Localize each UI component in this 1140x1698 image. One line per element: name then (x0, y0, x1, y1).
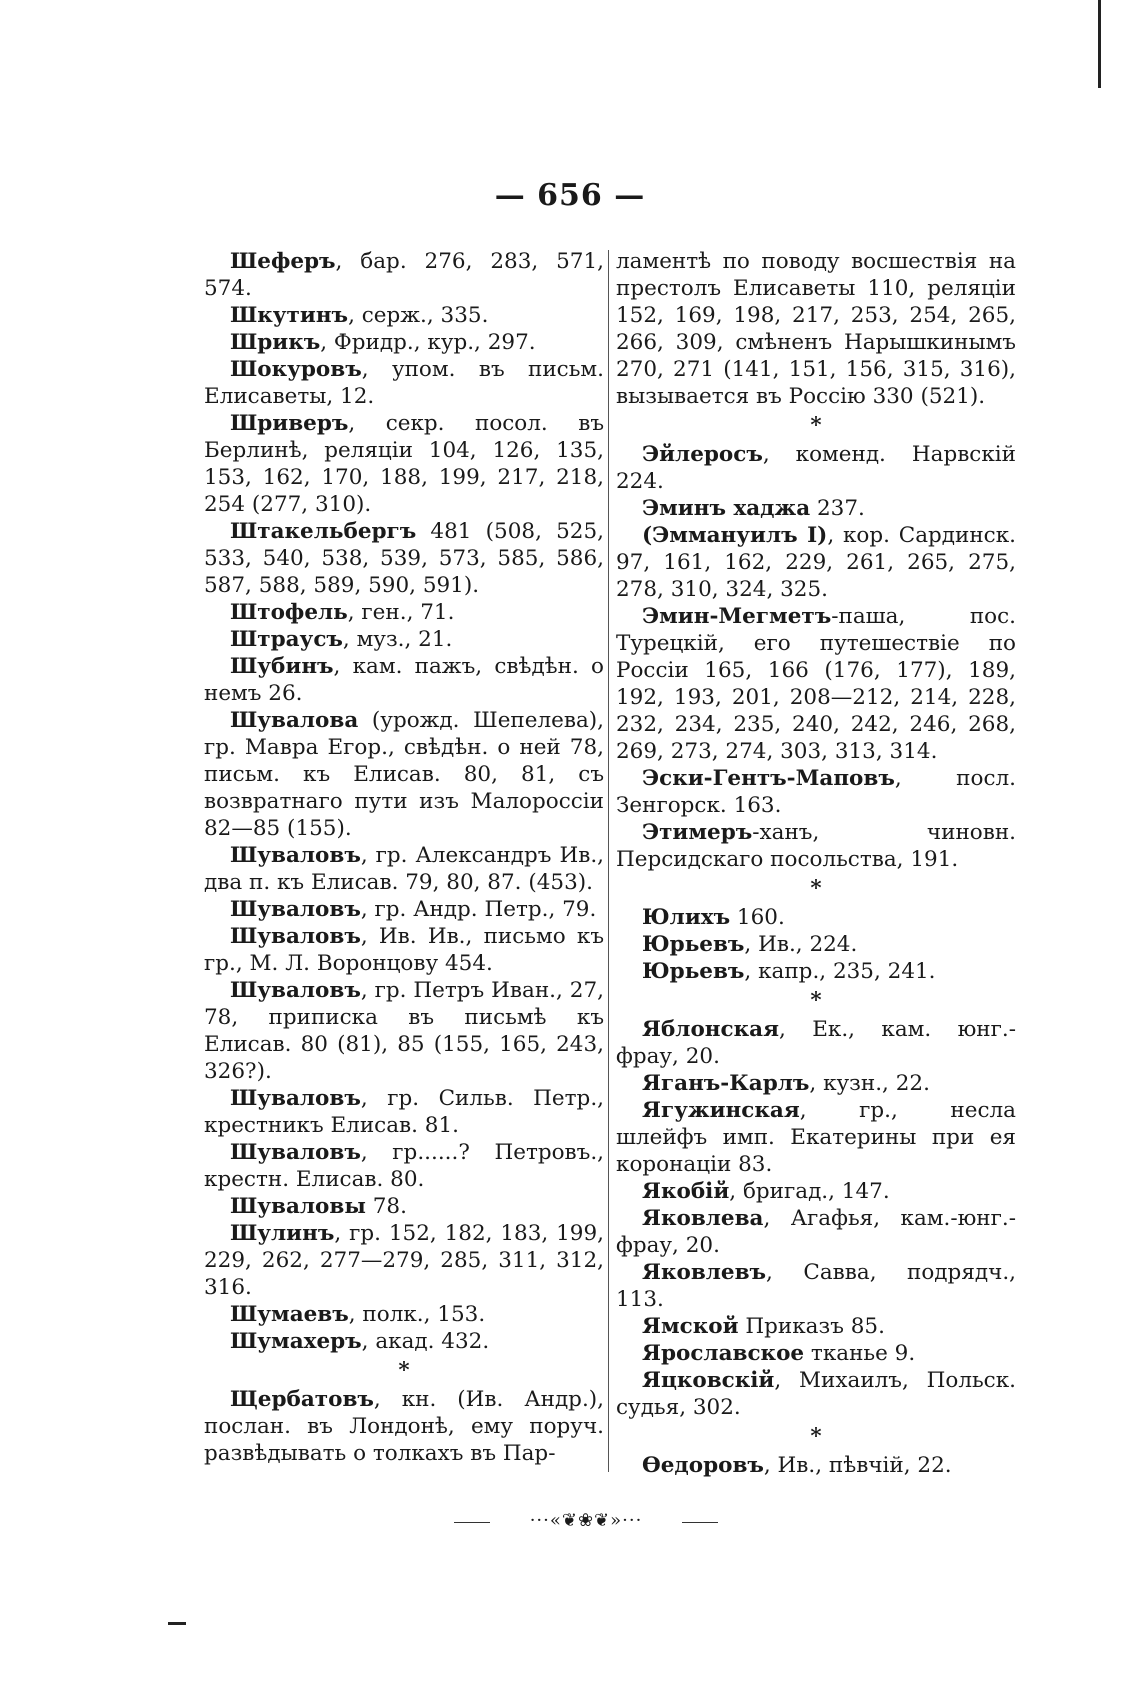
margin-mark (168, 1622, 186, 1625)
entry-text: , гр. Александръ Ив., два п. къ Елисав. 79, 80, 87. (453). (204, 843, 604, 895)
entry-text: , серж., 335. (348, 303, 489, 328)
entry-headword: Шувалова (230, 708, 359, 733)
entry-headword: Шумахеръ (230, 1329, 362, 1354)
index-entry (616, 765, 1016, 819)
entry-text: , кузн., 22. (809, 1071, 930, 1096)
entry-headword: Штакельбергъ (230, 519, 417, 544)
entry-text: , Ив. Ив., письмо къ гр., М. Л. Воронцову 454. (204, 924, 604, 976)
index-entry (204, 977, 604, 1085)
entry-text: , Агафья, кам.-юнг.-фрау, 20. (616, 1206, 1016, 1258)
index-entry (204, 518, 604, 599)
section-separator: * (810, 1424, 822, 1449)
entry-headword: Эминъ хаджа (642, 496, 811, 521)
index-entry (616, 1452, 1016, 1479)
index-entry (204, 842, 604, 896)
entry-text: Приказъ 85. (738, 1314, 885, 1339)
index-entry (616, 931, 1016, 958)
index-entry (204, 653, 604, 707)
entry-headword: Шуваловъ (230, 843, 361, 868)
index-entry (204, 248, 604, 302)
entry-headword: Шуваловъ (230, 1086, 361, 1111)
entry-headword: Шуваловъ (230, 1140, 361, 1165)
column-divider (608, 250, 609, 1472)
entry-headword: Эмин-Мегметъ (642, 604, 832, 629)
index-entry (616, 495, 1016, 522)
entry-text: , Ив., 224. (744, 932, 858, 957)
entry-text: 237. (810, 496, 865, 521)
entry-text: , муз., 21. (342, 627, 453, 652)
entry-text: тканье 9. (804, 1341, 916, 1366)
entry-headword: (Эммануилъ I) (642, 523, 828, 548)
entry-headword: Эйлеросъ (642, 442, 763, 467)
entry-text: , кам. пажъ, свѣдѣн. о немъ 26. (204, 654, 604, 706)
index-entry (204, 896, 604, 923)
entry-text: , коменд. Нарвскій 224. (616, 442, 1016, 494)
entry-text: , полк., 153. (348, 1302, 486, 1327)
entry-text: , гр. Петръ Иван., 27, 78, приписка въ письмѣ къ Елисав. 80 (81), 85 (155, 165, 243, 326?). (204, 978, 604, 1084)
entry-headword: Шрикъ (230, 330, 321, 355)
entry-text: 481 (508, 525, 533, 540, 538, 539, 573, 585, 586, 587, 588, 589, 590, 591). (204, 519, 604, 598)
index-entry (204, 1328, 604, 1355)
index-entry (204, 1193, 604, 1220)
ornament-divider: ···«❦❀❦»··· (486, 1510, 686, 1531)
index-entry (204, 356, 604, 410)
index-entry (616, 1205, 1016, 1259)
index-entry (616, 1097, 1016, 1178)
entry-text: , Ек., кам. юнг.-фрау, 20. (616, 1017, 1016, 1069)
entry-headword: Шеферъ (230, 249, 336, 274)
entry-headword: Яковлевъ (642, 1260, 767, 1285)
left-column (204, 248, 604, 1467)
entry-text: , гр......? Петровъ., крестн. Елисав. 80. (204, 1140, 604, 1192)
index-entry (204, 1386, 604, 1467)
entry-headword: Якобій (642, 1179, 730, 1204)
entry-headword: Штофель (230, 600, 348, 625)
entry-headword: Шокуровъ (230, 357, 362, 382)
section-separator: * (810, 876, 822, 901)
index-entry (616, 904, 1016, 931)
entry-text: 78. (365, 1194, 407, 1219)
entry-text: , кн. (Ив. Андр.), послан. въ Лондонѣ, ему поруч. развѣдывать о толкахъ въ Пар- (204, 1387, 604, 1466)
entry-headword: Ягужинская (642, 1098, 800, 1123)
entry-headword: Шубинъ (230, 654, 334, 679)
index-entry (204, 329, 604, 356)
entry-headword: Яцковскій (642, 1368, 775, 1393)
index-entry (616, 603, 1016, 765)
entry-headword: Юрьевъ (642, 959, 745, 984)
entry-text: , гр. Сильв. Петр., крестникъ Елисав. 81. (204, 1086, 604, 1138)
entry-text: , Михаилъ, Польск. судья, 302. (616, 1368, 1016, 1420)
index-entry (616, 958, 1016, 985)
entry-headword: Ямской (642, 1314, 739, 1339)
entry-headword: Эски-Гентъ-Маповъ (642, 766, 895, 791)
entry-headword: Юрьевъ (642, 932, 745, 957)
entry-headword: Яганъ-Карлъ (642, 1071, 810, 1096)
entry-headword: Өедоровъ (642, 1453, 764, 1478)
entry-headword: Штраусъ (230, 627, 343, 652)
entry-headword: Шулинъ (230, 1221, 335, 1246)
entry-text: , гр. Андр. Петр., 79. (360, 897, 597, 922)
entry-text: , Ив., пѣвчій, 22. (763, 1453, 952, 1478)
entry-headword: Шуваловъ (230, 978, 361, 1003)
entry-headword: Шумаевъ (230, 1302, 349, 1327)
entry-headword: Шкутинъ (230, 303, 349, 328)
entry-text: -паша, пос. Турецкій, его путешествіе по Россіи 165, 166 (176, 177), 189, 192, 193, 201, 208—212, 214, 228, 232, 234, 235, 240, 242, 246, 268, 269, 273, 274, 303, 313, 314. (616, 604, 1016, 764)
index-entry (204, 1085, 604, 1139)
index-entry (204, 626, 604, 653)
entry-text: 160. (730, 905, 785, 930)
index-entry (616, 1016, 1016, 1070)
entry-continuation: ламентѣ по поводу восшествія на престолъ Елисаветы 110, реляціи 152, 169, 198, 217, 253, 254, 265, 266, 309, смѣненъ Нарышкинымъ 270, 271 (141, 151, 156, 315, 316), вызывается въ Россію 330 (521). (616, 249, 1016, 409)
right-column (616, 248, 1016, 1479)
entry-text: , гр., несла шлейфъ имп. Екатерины при ея коронаціи 83. (616, 1098, 1016, 1177)
entry-headword: Яблонская (642, 1017, 779, 1042)
entry-text: (урожд. Шепелева), гр. Мавра Егор., свѣдѣн. о ней 78, письм. къ Елисав. 80, 81, съ возвратнаго пути изъ Малороссіи 82—85 (155). (204, 708, 604, 841)
entry-headword: Щербатовъ (230, 1387, 374, 1412)
index-entry (616, 522, 1016, 603)
index-entry (616, 819, 1016, 873)
index-entry (204, 302, 604, 329)
entry-text: , ген., 71. (347, 600, 455, 625)
section-separator: * (398, 1358, 410, 1383)
entry-text: , посл. Зенгорск. 163. (616, 766, 1016, 818)
index-entry (616, 1070, 1016, 1097)
entry-headword: Шриверъ (230, 411, 349, 436)
entry-headword: Яковлева (642, 1206, 764, 1231)
entry-headword: Этимеръ (642, 820, 753, 845)
index-entry (616, 1313, 1016, 1340)
entry-text: , бригад., 147. (729, 1179, 890, 1204)
index-entry (616, 248, 1016, 410)
index-entry (204, 1301, 604, 1328)
index-entry (616, 1340, 1016, 1367)
entry-headword: Шуваловъ (230, 924, 361, 949)
index-entry (616, 1259, 1016, 1313)
page-edge-mark (1098, 0, 1101, 88)
entry-text: -ханъ, чиновн. Персидскаго посольства, 191. (616, 820, 1016, 872)
entry-text: , акад. 432. (361, 1329, 490, 1354)
entry-text: , кор. Сардинск. 97, 161, 162, 229, 261, 265, 275, 278, 310, 324, 325. (616, 523, 1016, 602)
entry-headword: Ярославское (642, 1341, 805, 1366)
entry-text: , гр. 152, 182, 183, 199, 229, 262, 277—279, 285, 311, 312, 316. (204, 1221, 604, 1300)
index-entry (616, 441, 1016, 495)
index-entry (204, 410, 604, 518)
page-number: — 656 — (494, 178, 646, 213)
entry-headword: Шуваловы (230, 1194, 366, 1219)
index-entry (616, 1178, 1016, 1205)
entry-text: , секр. посол. въ Берлинѣ, реляціи 104, 126, 135, 153, 162, 170, 188, 199, 217, 218, 254 (277, 310). (204, 411, 604, 517)
section-separator: * (810, 988, 822, 1013)
index-entry (204, 923, 604, 977)
section-separator: * (810, 413, 822, 438)
index-entry (204, 707, 604, 842)
entry-text: , упом. въ письм. Елисаветы, 12. (204, 357, 604, 409)
index-entry (204, 599, 604, 626)
entry-text: , капр., 235, 241. (744, 959, 936, 984)
index-entry (204, 1220, 604, 1301)
index-entry (616, 1367, 1016, 1421)
entry-text: , бар. 276, 283, 571, 574. (204, 249, 604, 301)
entry-text: , Фридр., кур., 297. (320, 330, 536, 355)
entry-text: , Савва, подрядч., 113. (616, 1260, 1016, 1312)
entry-headword: Юлихъ (642, 905, 731, 930)
index-entry (204, 1139, 604, 1193)
entry-headword: Шуваловъ (230, 897, 361, 922)
